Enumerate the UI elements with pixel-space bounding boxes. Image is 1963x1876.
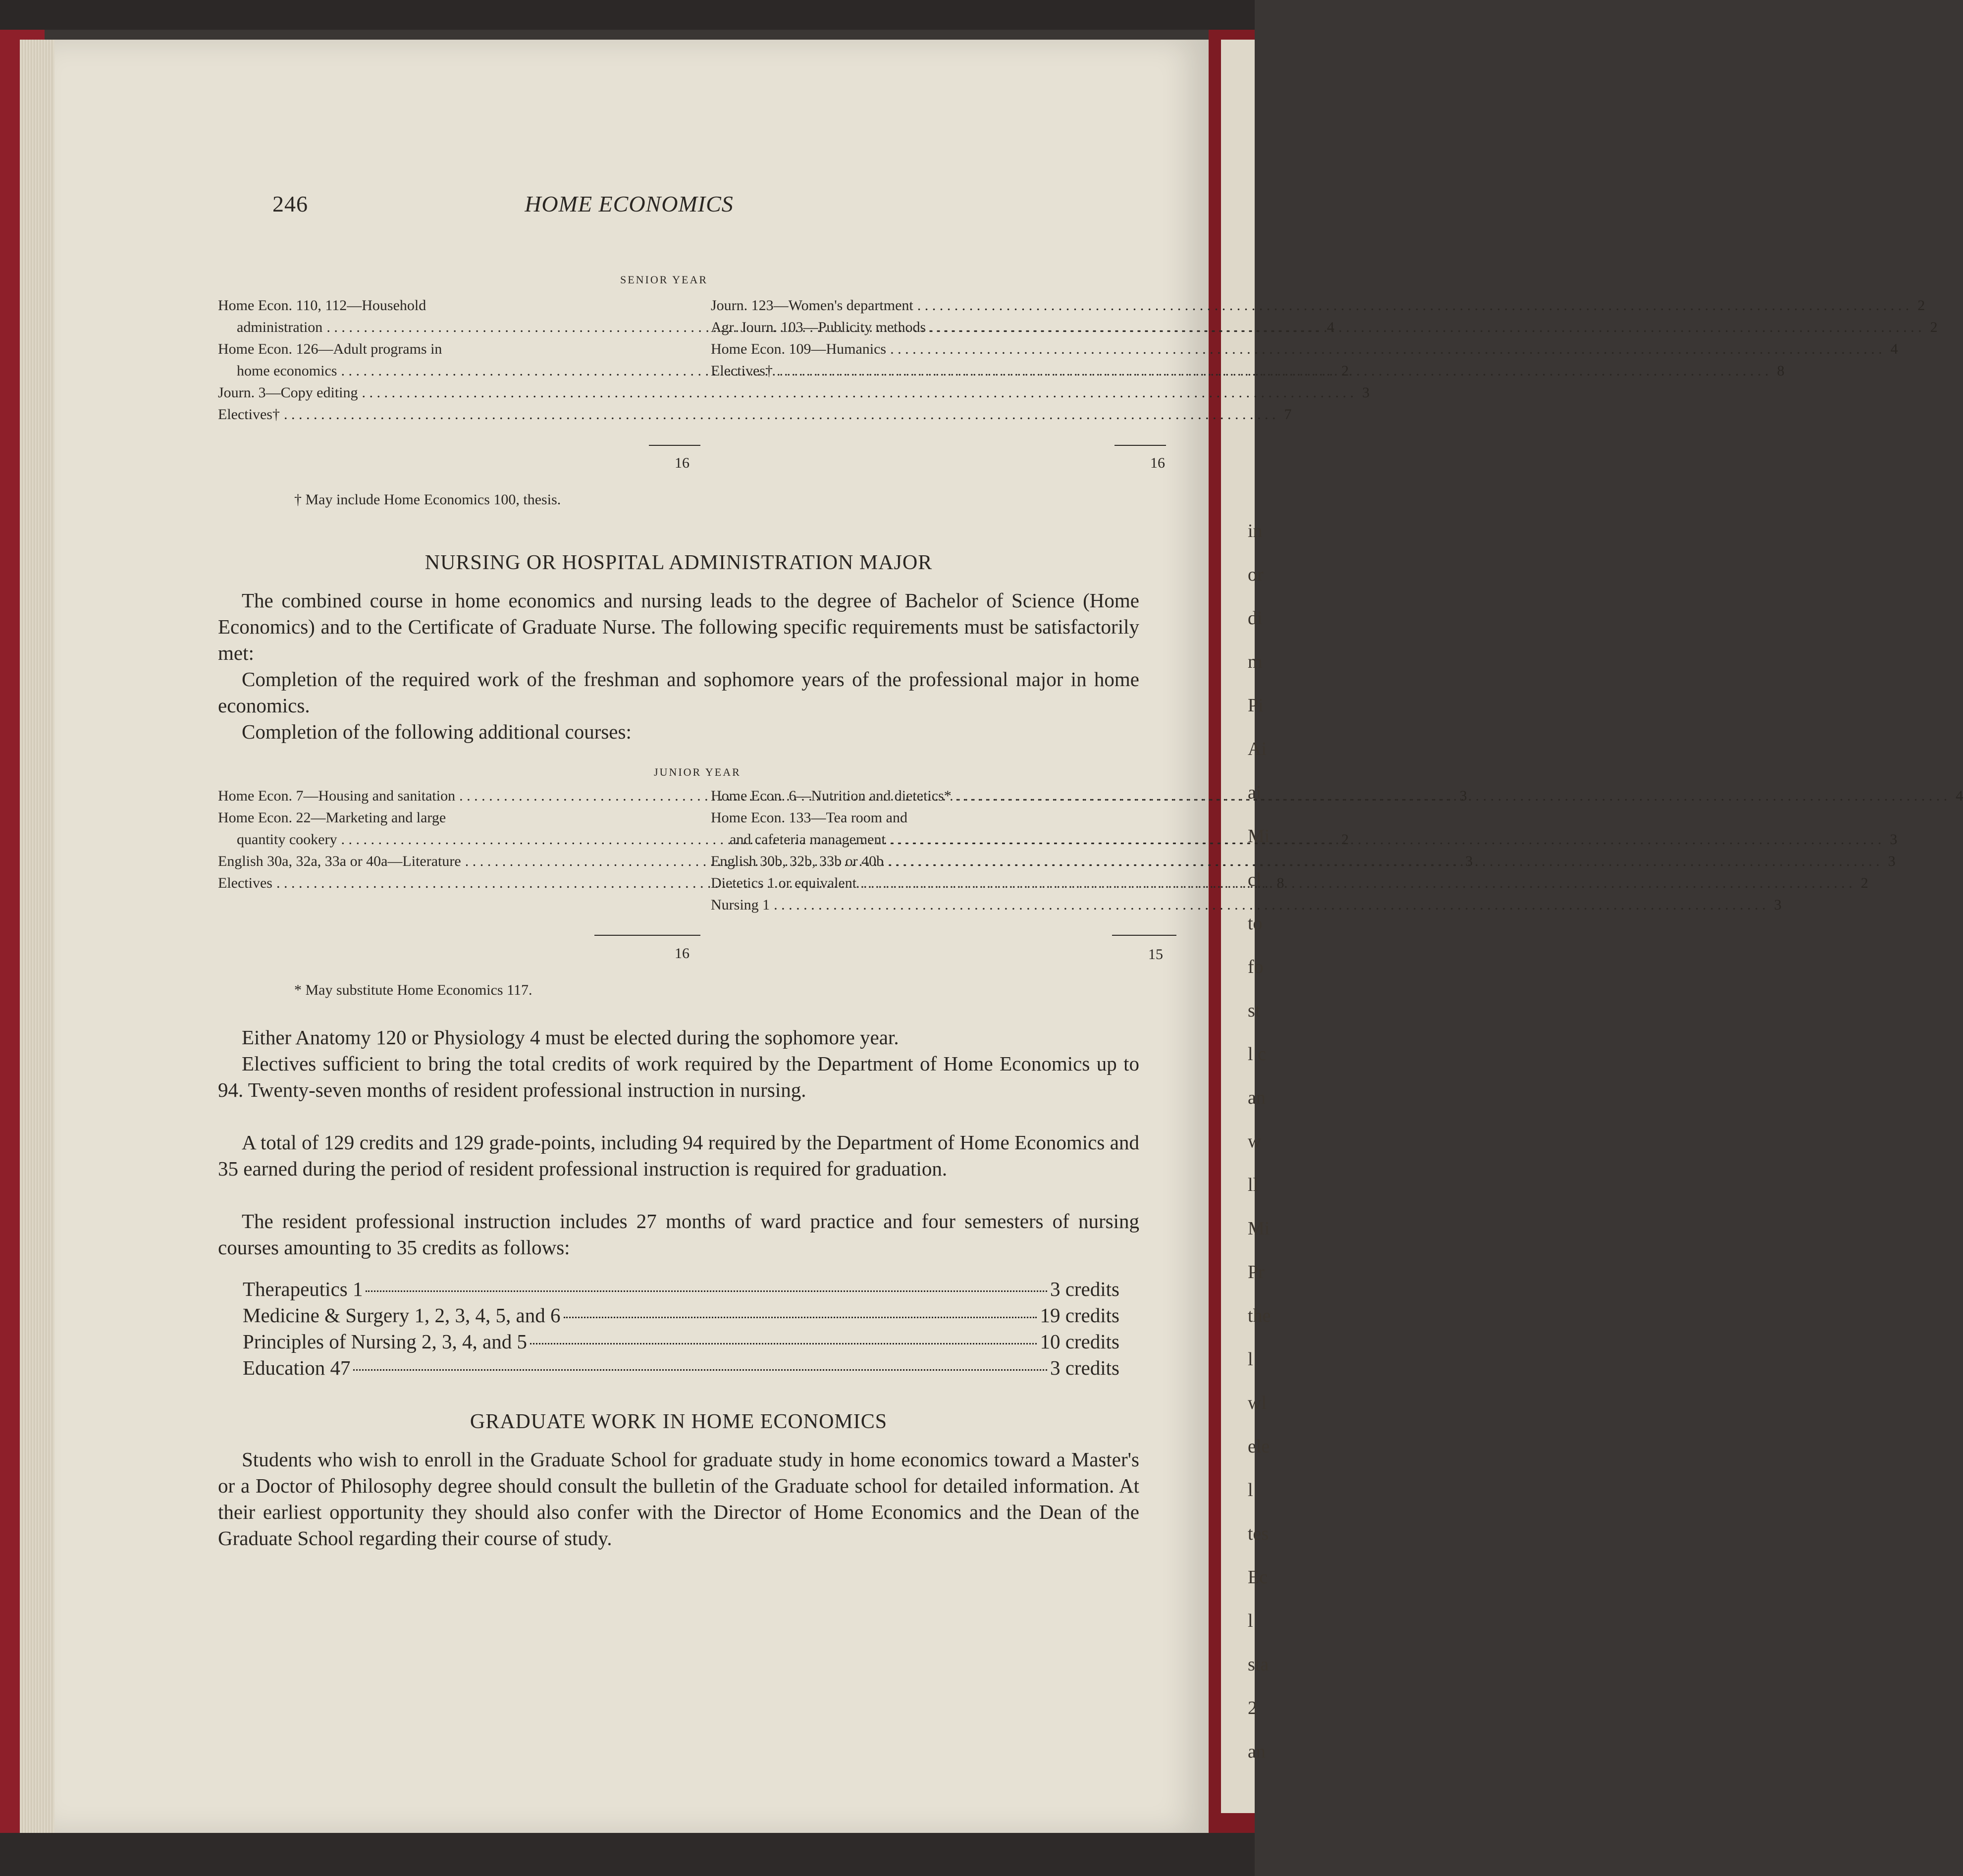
junior-right-total: 15 [1148, 946, 1163, 963]
senior-left-label: Electives† [218, 406, 280, 423]
junior-left-label: Home Econ. 7—Housing and sanitation [218, 788, 456, 804]
page-number: 246 [272, 191, 308, 216]
adjacent-page-fragment: cl [1248, 869, 1262, 890]
adjacent-page-fragment: or [1248, 564, 1264, 585]
senior-right-credits: 2 [1917, 297, 1925, 314]
adjacent-page-fragment: sta [1248, 1654, 1269, 1675]
course-credits: 19 credits [1040, 1304, 1119, 1327]
senior-left-credits: 7 [1284, 406, 1292, 423]
senior-right-leader-dots [890, 341, 1882, 358]
course-credits: 3 credits [1050, 1278, 1119, 1300]
junior-right-leader-dots [774, 897, 1766, 913]
leader-dots [564, 1317, 1037, 1318]
junior-right-credits: 3 [1890, 831, 1898, 848]
adjacent-page-fragment: l [1248, 1480, 1253, 1501]
adjacent-page-fragment: to [1248, 913, 1263, 934]
junior-left-credits: 3 [1465, 853, 1473, 869]
senior-left-row [218, 297, 701, 314]
senior-right-row [711, 297, 1925, 314]
junior-right-credits: 2 [1860, 875, 1868, 891]
running-header [272, 191, 1194, 220]
book-cover-top [0, 0, 1255, 30]
adjacent-page-fragment: ll [1248, 1175, 1259, 1195]
junior-left-total: 16 [675, 945, 690, 962]
adjacent-page-fragment: an [1248, 1087, 1266, 1108]
junior-right-label: Home Econ. 6—Nutrition and dietetics* [711, 788, 952, 804]
leader-dots [530, 1343, 1037, 1344]
adjacent-page-fragment: Pi [1248, 695, 1264, 716]
senior-left-label: home economics [237, 363, 337, 379]
senior-right-row [711, 319, 1938, 336]
adjacent-page-fragment: tes [1248, 1523, 1269, 1544]
credit-row [243, 1356, 1119, 1380]
book-bottom-edge [0, 1833, 1255, 1876]
adjacent-page-fragment: in [1248, 521, 1263, 541]
adjacent-page-fragment: ele [1248, 1436, 1270, 1457]
junior-footnote: * May substitute Home Economics 117. [294, 982, 532, 998]
adjacent-page-fragment: 2 [1248, 1698, 1257, 1718]
senior-right-credits: 4 [1890, 341, 1898, 357]
junior-left-row [218, 809, 701, 826]
adjacent-page-fragment: the [1248, 1305, 1271, 1326]
adjacent-page-fragment: Ec [1248, 1567, 1268, 1588]
nursing-paragraph-3: Completion of the following additional courses: [242, 720, 632, 743]
junior-right-label: Home Econ. 133—Tea room and [711, 809, 907, 826]
junior-right-credits: 3 [1888, 853, 1896, 869]
junior-left-credits: 8 [1276, 875, 1284, 891]
senior-right-label: Electives† [711, 363, 773, 379]
senior-right-leader-dots [777, 363, 1769, 379]
junior-right-row [711, 897, 1782, 913]
adjacent-page-fragment: st [1248, 1000, 1261, 1021]
junior-right-label: English 30b, 32b, 33b or 40b [711, 853, 884, 869]
senior-year-caption: SENIOR YEAR [620, 273, 708, 286]
junior-right-label: and cafeteria management [730, 831, 886, 848]
junior-right-leader-dots [955, 788, 1948, 804]
senior-left-label: Home Econ. 126—Adult programs in [218, 341, 442, 357]
leader-dots [353, 1369, 1047, 1371]
senior-left-label: Home Econ. 110, 112—Household [218, 297, 426, 314]
senior-left-credits: 3 [1362, 384, 1370, 401]
nursing-paragraph-1: The combined course in home economics and nursing leads to the degree of Bachelor of Science (Home Economics) and to the Certificate of Graduate Nurse. The following specific requirements must be satisfactorily met: [218, 589, 1139, 664]
senior-right-label: Agr. Journ. 103—Publicity methods [711, 319, 926, 335]
senior-left-label: administration [237, 319, 323, 335]
senior-left-label: Journ. 3—Copy editing [218, 384, 358, 401]
junior-left-label: Electives [218, 875, 272, 891]
nursing-major-heading: NURSING OR HOSPITAL ADMINISTRATION MAJOR [424, 551, 933, 574]
course-name: Education 47 [243, 1356, 351, 1379]
junior-year-caption: JUNIOR YEAR [654, 766, 741, 778]
senior-left-credits: 2 [1341, 363, 1349, 379]
junior-right-label: Dietetics 1 or equivalent [711, 875, 857, 891]
course-credits: 10 credits [1040, 1330, 1119, 1353]
junior-right-leader-dots [860, 875, 1853, 892]
senior-left-total-rule [649, 445, 700, 446]
running-title: HOME ECONOMICS [525, 191, 734, 216]
senior-right-row [711, 341, 1898, 358]
requirements-paragraph-2: Electives sufficient to bring the total credits of work required by the Department of Home Economics up to 94. Twenty-seven months of resident professional instruction in nursing. [218, 1052, 1139, 1101]
credit-row [243, 1330, 1119, 1353]
junior-left-total-rule [594, 935, 700, 936]
leader-dots [366, 1290, 1047, 1292]
senior-left-row [218, 406, 1292, 423]
course-name: Medicine & Surgery 1, 2, 3, 4, 5, and 6 [243, 1304, 561, 1327]
junior-right-credits: 4 [1956, 788, 1963, 804]
junior-right-row [711, 809, 1176, 826]
adjacent-page-fragment: l c [1248, 1044, 1266, 1065]
junior-right-row [711, 853, 1896, 870]
adjacent-page-fragment: Mi [1248, 826, 1270, 847]
junior-right-leader-dots [890, 831, 1882, 848]
adjacent-page-fragment: l [1248, 1610, 1253, 1631]
credit-row [243, 1277, 1119, 1301]
nursing-paragraph-2: Completion of the required work of the freshman and sophomore years of the professional major in home economics. [218, 668, 1139, 717]
junior-right-total-rule [1112, 935, 1176, 936]
adjacent-page-fragment: l [1248, 1349, 1253, 1370]
senior-right-leader-dots [930, 319, 1922, 336]
senior-right-total: 16 [1150, 455, 1165, 471]
graduate-work-heading: GRADUATE WORK IN HOME ECONOMICS [470, 1410, 888, 1433]
requirements-paragraph-4: The resident professional instruction includes 27 months of ward practice and four semesters of nursing courses amounting to 35 credits as follows: [218, 1210, 1139, 1259]
adjacent-page-fragment: di [1248, 608, 1263, 629]
senior-left-total: 16 [675, 455, 690, 471]
junior-right-leader-dots [888, 853, 1880, 870]
junior-left-credits: 3 [1459, 788, 1467, 804]
junior-right-label: Nursing 1 [711, 897, 770, 913]
senior-footnote: † May include Home Economics 100, thesis. [294, 491, 561, 508]
senior-right-credits: 8 [1777, 363, 1785, 379]
adjacent-page-fragment: Mi [1248, 1218, 1270, 1239]
junior-left-credits: 2 [1341, 831, 1349, 848]
senior-left-leader-dots [362, 384, 1354, 401]
adjacent-page-fragment: fo [1248, 957, 1264, 977]
senior-right-leader-dots [917, 297, 1910, 314]
senior-right-total-rule [1114, 445, 1166, 446]
adjacent-page-fragment: m [1248, 651, 1263, 672]
senior-right-label: Journ. 123—Women's department [711, 297, 913, 314]
course-name: Therapeutics 1 [243, 1278, 363, 1300]
junior-left-label: English 30a, 32a, 33a or 40a—Literature [218, 853, 461, 869]
adjacent-page-fragment: Pr [1248, 1262, 1265, 1283]
adjacent-page-fragment: ai [1248, 782, 1262, 803]
adjacent-page-fragment: w [1248, 1131, 1262, 1152]
senior-right-row [711, 363, 1785, 379]
requirements-paragraph-1: Either Anatomy 120 or Physiology 4 must be elected during the sophomore year. [242, 1026, 899, 1049]
senior-left-row [218, 341, 701, 358]
adjacent-page-fragment: wl [1248, 1393, 1267, 1413]
junior-left-label: Home Econ. 22—Marketing and large [218, 809, 446, 826]
senior-right-label: Home Econ. 109—Humanics [711, 341, 887, 357]
course-name: Principles of Nursing 2, 3, 4, and 5 [243, 1330, 527, 1353]
requirements-paragraph-3: A total of 129 credits and 129 grade-points, including 94 required by the Department of Home Economics and 35 earned during the period of resident professional instruction is required for graduation. [218, 1131, 1139, 1180]
senior-left-row [218, 384, 1370, 401]
junior-right-credits: 3 [1774, 897, 1782, 913]
graduate-paragraph-1: Students who wish to enroll in the Graduate School for graduate study in home economics toward a Master's or a Doctor of Philosophy degree should consult the bulletin of the Graduate school for detailed information. At their earliest opportunity they should also confer with the Director of Home Economics and the Dean of the Graduate School regarding their course of study. [218, 1448, 1139, 1550]
credit-row [243, 1303, 1119, 1327]
senior-left-credits: 4 [1326, 319, 1334, 335]
course-credits: 3 credits [1050, 1356, 1119, 1379]
senior-right-credits: 2 [1930, 319, 1938, 335]
junior-left-label: quantity cookery [237, 831, 337, 848]
adjacent-page-fragment: an [1248, 1741, 1266, 1762]
adjacent-page-fragment: Ai [1248, 739, 1267, 759]
senior-left-leader-dots [284, 406, 1276, 423]
